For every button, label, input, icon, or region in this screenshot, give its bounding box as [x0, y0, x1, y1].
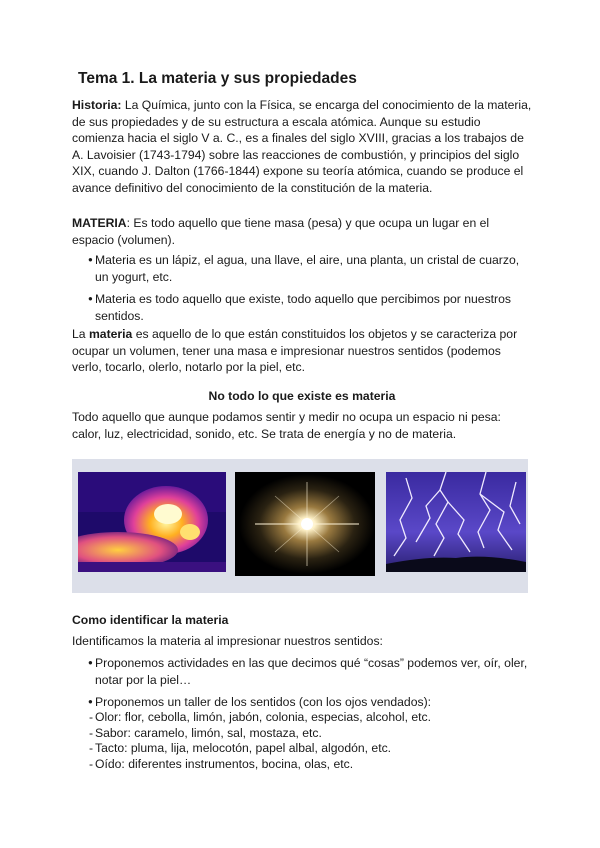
energy-images-strip — [72, 459, 528, 593]
list-item: - Sabor: caramelo, limón, sal, mostaza, etc. — [89, 725, 322, 740]
historia-label: Historia: — [72, 98, 122, 112]
list-item: ● Materia es todo aquello que existe, todo aquello que percibimos por nuestros sentidos. — [88, 292, 511, 323]
lightning-image — [386, 472, 526, 572]
bullet-icon: ● — [88, 697, 93, 707]
historia-paragraph — [72, 97, 532, 197]
como-intro: Identificamos la materia al impresionar nuestros sentidos: — [72, 634, 383, 648]
actividades-list — [72, 655, 532, 711]
materia-definition-text: : Es todo aquello que tiene masa (pesa) y que ocupa un lugar en el espacio (volumen). — [72, 216, 490, 247]
no-todo-paragraph: Todo aquello que aunque podamos sentir y medir no ocupa un espacio ni pesa: calor, luz, electricidad, sonido, etc. Se trata de energía y no de materia. — [72, 410, 501, 441]
list-item: - Oído: diferentes instrumentos, bocina, olas, etc. — [89, 756, 354, 771]
materia-definition — [72, 215, 532, 248]
bullet-icon: ● — [88, 658, 93, 667]
page-title: Tema 1. La materia y sus propiedades — [78, 70, 357, 87]
bullet-icon: ● — [88, 255, 93, 264]
thermal-dog-image — [78, 472, 226, 572]
materia-bold: materia — [88, 327, 133, 341]
materia-label: MATERIA — [72, 216, 127, 230]
list-item: ● Proponemos actividades en las que decimos qué “cosas” podemos ver, oír, oler, notar por la piel… — [88, 656, 528, 687]
light-burst-image — [235, 472, 375, 576]
list-item: ● Proponemos un taller de los sentidos (con los ojos vendados): — [88, 695, 432, 710]
senses-list — [72, 710, 532, 772]
historia-text: La Química, junto con la Física, se encarga del conocimiento de la materia, de sus propiedades y de su estructura a escala atómica. Aunque su estudio comienza hacia el siglo V a. C., es a finales del siglo XVIII, gracias a los trabajos de A. Lavoisier (1743-1794) sobre las reacciones de combustión, y principios del siglo XIX, cuando J. Dalton (1766-1844) expone su teoría atómica, cuando se produce el avance definitivo del conocimiento de la constitución de la materia. — [72, 98, 532, 195]
list-item: - Tacto: pluma, lija, melocotón, papel albal, algodón, etc. — [89, 741, 392, 756]
materia-paragraph: La materia es aquello de lo que están constituidos los objetos y se caracteriza por ocupar un volumen, tener una masa e impresionar nuestros sentidos (podemos verlo, tocarlo, olerlo, notarlo por la piel, etc. — [72, 327, 518, 375]
list-item: - Olor: flor, cebolla, limón, jabón, colonia, especias, alcohol, etc. — [89, 710, 432, 724]
no-todo-heading: No todo lo que existe es materia — [208, 389, 396, 403]
como-identificar-heading: Como identificar la materia — [72, 613, 229, 627]
bullet-icon: ● — [88, 294, 93, 304]
list-item: ● Materia es un lápiz, el agua, una llave, el aire, una planta, un cristal de cuarzo, un yogurt, etc. — [88, 253, 520, 284]
materia-examples-list — [72, 252, 532, 324]
